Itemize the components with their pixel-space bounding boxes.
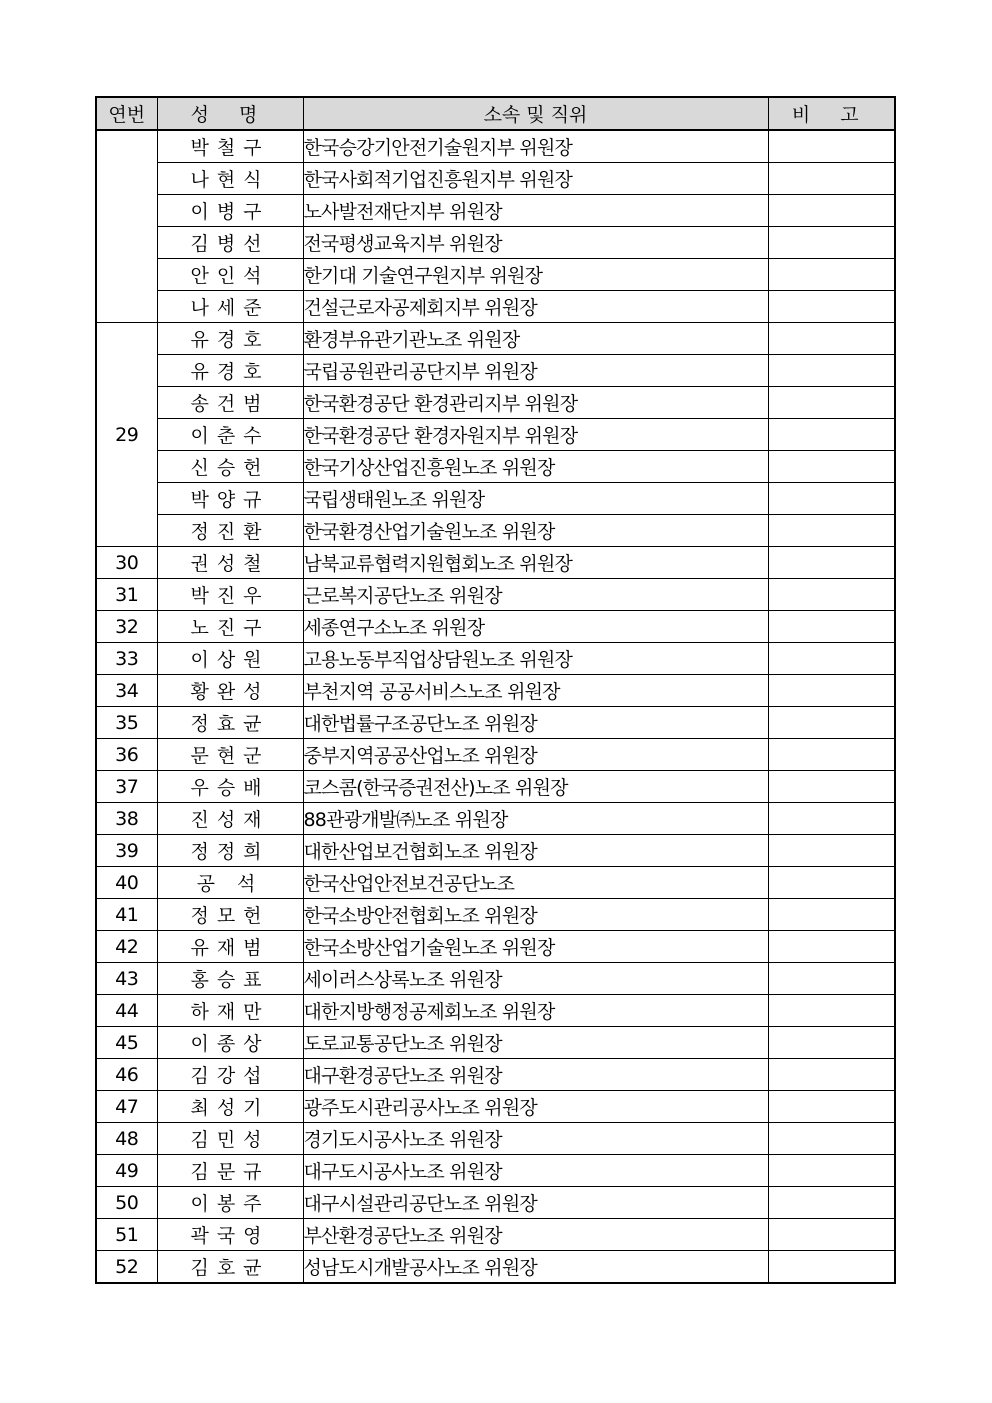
row-affiliation: 성남도시개발공사노조 위원장 <box>303 1251 768 1284</box>
row-number: 50 <box>96 1187 157 1219</box>
row-name: 권성철 <box>157 547 303 579</box>
row-note <box>768 483 895 515</box>
row-affiliation: 건설근로자공제회지부 위원장 <box>303 291 768 323</box>
row-note <box>768 130 895 163</box>
row-name: 이병구 <box>157 195 303 227</box>
header-affiliation: 소속 및 직위 <box>303 97 768 130</box>
row-number: 43 <box>96 963 157 995</box>
table-row <box>96 707 895 739</box>
row-affiliation: 한국사회적기업진흥원지부 위원장 <box>303 163 768 195</box>
table-row <box>96 771 895 803</box>
row-name: 박양규 <box>157 483 303 515</box>
table-row <box>96 387 895 419</box>
table-row <box>96 1219 895 1251</box>
table-row <box>96 643 895 675</box>
row-note <box>768 1155 895 1187</box>
row-affiliation: 한국환경산업기술원노조 위원장 <box>303 515 768 547</box>
row-note <box>768 579 895 611</box>
row-affiliation: 경기도시공사노조 위원장 <box>303 1123 768 1155</box>
row-name: 우승배 <box>157 771 303 803</box>
row-name: 이상원 <box>157 643 303 675</box>
row-name: 김문규 <box>157 1155 303 1187</box>
row-note <box>768 1091 895 1123</box>
row-note <box>768 963 895 995</box>
row-affiliation: 세종연구소노조 위원장 <box>303 611 768 643</box>
row-number: 39 <box>96 835 157 867</box>
row-note <box>768 163 895 195</box>
row-number: 30 <box>96 547 157 579</box>
table-row <box>96 995 895 1027</box>
row-name: 김호균 <box>157 1251 303 1284</box>
row-number: 46 <box>96 1059 157 1091</box>
row-name: 이봉주 <box>157 1187 303 1219</box>
table-row <box>96 867 895 899</box>
row-name: 정진환 <box>157 515 303 547</box>
row-affiliation: 고용노동부직업상담원노조 위원장 <box>303 643 768 675</box>
row-note <box>768 387 895 419</box>
row-affiliation: 대한산업보건협회노조 위원장 <box>303 835 768 867</box>
row-name: 황완성 <box>157 675 303 707</box>
row-name: 유재범 <box>157 931 303 963</box>
table-row <box>96 579 895 611</box>
row-note <box>768 931 895 963</box>
row-affiliation: 한국소방산업기술원노조 위원장 <box>303 931 768 963</box>
row-affiliation: 국립공원관리공단지부 위원장 <box>303 355 768 387</box>
table-row <box>96 259 895 291</box>
row-affiliation: 전국평생교육지부 위원장 <box>303 227 768 259</box>
row-number: 45 <box>96 1027 157 1059</box>
row-affiliation: 88관광개발㈜노조 위원장 <box>303 803 768 835</box>
row-number: 51 <box>96 1219 157 1251</box>
row-number: 36 <box>96 739 157 771</box>
row-affiliation: 한국환경공단 환경자원지부 위원장 <box>303 419 768 451</box>
row-note <box>768 995 895 1027</box>
table-row <box>96 835 895 867</box>
row-affiliation: 대구도시공사노조 위원장 <box>303 1155 768 1187</box>
row-note <box>768 803 895 835</box>
row-note <box>768 1187 895 1219</box>
row-name: 박철구 <box>157 130 303 163</box>
row-name: 이춘수 <box>157 419 303 451</box>
header-no: 연번 <box>96 97 157 130</box>
row-affiliation: 광주도시관리공사노조 위원장 <box>303 1091 768 1123</box>
row-affiliation: 대구환경공단노조 위원장 <box>303 1059 768 1091</box>
row-note <box>768 643 895 675</box>
row-number: 47 <box>96 1091 157 1123</box>
row-note <box>768 739 895 771</box>
row-name: 정효균 <box>157 707 303 739</box>
row-note <box>768 451 895 483</box>
row-affiliation: 한국소방안전협회노조 위원장 <box>303 899 768 931</box>
row-name: 노진구 <box>157 611 303 643</box>
row-affiliation: 대구시설관리공단노조 위원장 <box>303 1187 768 1219</box>
row-name: 홍승표 <box>157 963 303 995</box>
row-affiliation: 남북교류협력지원협회노조 위원장 <box>303 547 768 579</box>
row-note <box>768 1123 895 1155</box>
row-number: 35 <box>96 707 157 739</box>
row-note <box>768 707 895 739</box>
table-row <box>96 611 895 643</box>
row-note <box>768 611 895 643</box>
table-row <box>96 163 895 195</box>
header-row <box>96 97 895 130</box>
row-name: 문현군 <box>157 739 303 771</box>
row-affiliation: 도로교통공단노조 위원장 <box>303 1027 768 1059</box>
table-row <box>96 323 895 355</box>
row-number: 32 <box>96 611 157 643</box>
row-number: 42 <box>96 931 157 963</box>
row-affiliation: 환경부유관기관노조 위원장 <box>303 323 768 355</box>
table-row <box>96 1155 895 1187</box>
table-row <box>96 675 895 707</box>
row-name: 김병선 <box>157 227 303 259</box>
row-number: 48 <box>96 1123 157 1155</box>
member-table <box>95 96 896 1284</box>
row-note <box>768 1219 895 1251</box>
table-row <box>96 451 895 483</box>
table-row <box>96 931 895 963</box>
row-name: 김민성 <box>157 1123 303 1155</box>
row-number: 33 <box>96 643 157 675</box>
row-name: 하재만 <box>157 995 303 1027</box>
table-row <box>96 547 895 579</box>
row-note <box>768 355 895 387</box>
row-name: 박진우 <box>157 579 303 611</box>
row-name: 공 석 <box>157 867 303 899</box>
row-affiliation: 한국기상산업진흥원노조 위원장 <box>303 451 768 483</box>
table-row <box>96 355 895 387</box>
row-number: 40 <box>96 867 157 899</box>
row-name: 나현식 <box>157 163 303 195</box>
row-number: 49 <box>96 1155 157 1187</box>
row-name: 김강섭 <box>157 1059 303 1091</box>
row-number: 37 <box>96 771 157 803</box>
row-number: 31 <box>96 579 157 611</box>
table-row <box>96 483 895 515</box>
row-number: 52 <box>96 1251 157 1284</box>
row-name: 진성재 <box>157 803 303 835</box>
row-name: 유경호 <box>157 323 303 355</box>
table-row <box>96 227 895 259</box>
table-row <box>96 291 895 323</box>
table-row <box>96 130 895 163</box>
row-name: 정모헌 <box>157 899 303 931</box>
row-affiliation: 노사발전재단지부 위원장 <box>303 195 768 227</box>
row-name: 최성기 <box>157 1091 303 1123</box>
row-note <box>768 1027 895 1059</box>
row-name: 안인석 <box>157 259 303 291</box>
row-name: 이종상 <box>157 1027 303 1059</box>
row-note <box>768 1059 895 1091</box>
header-name: 성 명 <box>157 97 303 130</box>
table-row <box>96 1059 895 1091</box>
row-name: 나세준 <box>157 291 303 323</box>
table-row <box>96 1251 895 1284</box>
table-header <box>96 97 895 130</box>
row-note <box>768 771 895 803</box>
row-affiliation: 한국산업안전보건공단노조 <box>303 867 768 899</box>
row-number: 44 <box>96 995 157 1027</box>
row-note <box>768 515 895 547</box>
row-note <box>768 1251 895 1284</box>
table-row <box>96 739 895 771</box>
row-name: 정정희 <box>157 835 303 867</box>
row-affiliation: 한국승강기안전기술원지부 위원장 <box>303 130 768 163</box>
row-affiliation: 부산환경공단노조 위원장 <box>303 1219 768 1251</box>
table-row <box>96 1091 895 1123</box>
row-name: 신승헌 <box>157 451 303 483</box>
table-row <box>96 1027 895 1059</box>
row-note <box>768 259 895 291</box>
row-note <box>768 547 895 579</box>
row-name: 송건범 <box>157 387 303 419</box>
header-note: 비 고 <box>768 97 895 130</box>
row-note <box>768 835 895 867</box>
row-note <box>768 675 895 707</box>
table-row <box>96 803 895 835</box>
table-row <box>96 899 895 931</box>
row-note <box>768 323 895 355</box>
row-number <box>96 130 157 323</box>
row-note <box>768 227 895 259</box>
row-affiliation: 한기대 기술연구원지부 위원장 <box>303 259 768 291</box>
row-number: 34 <box>96 675 157 707</box>
row-note <box>768 419 895 451</box>
table-row <box>96 1123 895 1155</box>
row-affiliation: 국립생태원노조 위원장 <box>303 483 768 515</box>
row-affiliation: 세이러스상록노조 위원장 <box>303 963 768 995</box>
row-number: 41 <box>96 899 157 931</box>
row-note <box>768 195 895 227</box>
table-row <box>96 419 895 451</box>
row-affiliation: 코스콤(한국증권전산)노조 위원장 <box>303 771 768 803</box>
row-number: 38 <box>96 803 157 835</box>
row-affiliation: 대한법률구조공단노조 위원장 <box>303 707 768 739</box>
row-name: 유경호 <box>157 355 303 387</box>
table-row <box>96 515 895 547</box>
table-row <box>96 1187 895 1219</box>
row-affiliation: 부천지역 공공서비스노조 위원장 <box>303 675 768 707</box>
row-number: 29 <box>96 323 157 547</box>
row-note <box>768 899 895 931</box>
table-body <box>96 130 895 1283</box>
row-affiliation: 근로복지공단노조 위원장 <box>303 579 768 611</box>
table-row <box>96 195 895 227</box>
row-affiliation: 중부지역공공산업노조 위원장 <box>303 739 768 771</box>
row-note <box>768 867 895 899</box>
row-note <box>768 291 895 323</box>
row-name: 곽국영 <box>157 1219 303 1251</box>
table-row <box>96 963 895 995</box>
row-affiliation: 대한지방행정공제회노조 위원장 <box>303 995 768 1027</box>
row-affiliation: 한국환경공단 환경관리지부 위원장 <box>303 387 768 419</box>
